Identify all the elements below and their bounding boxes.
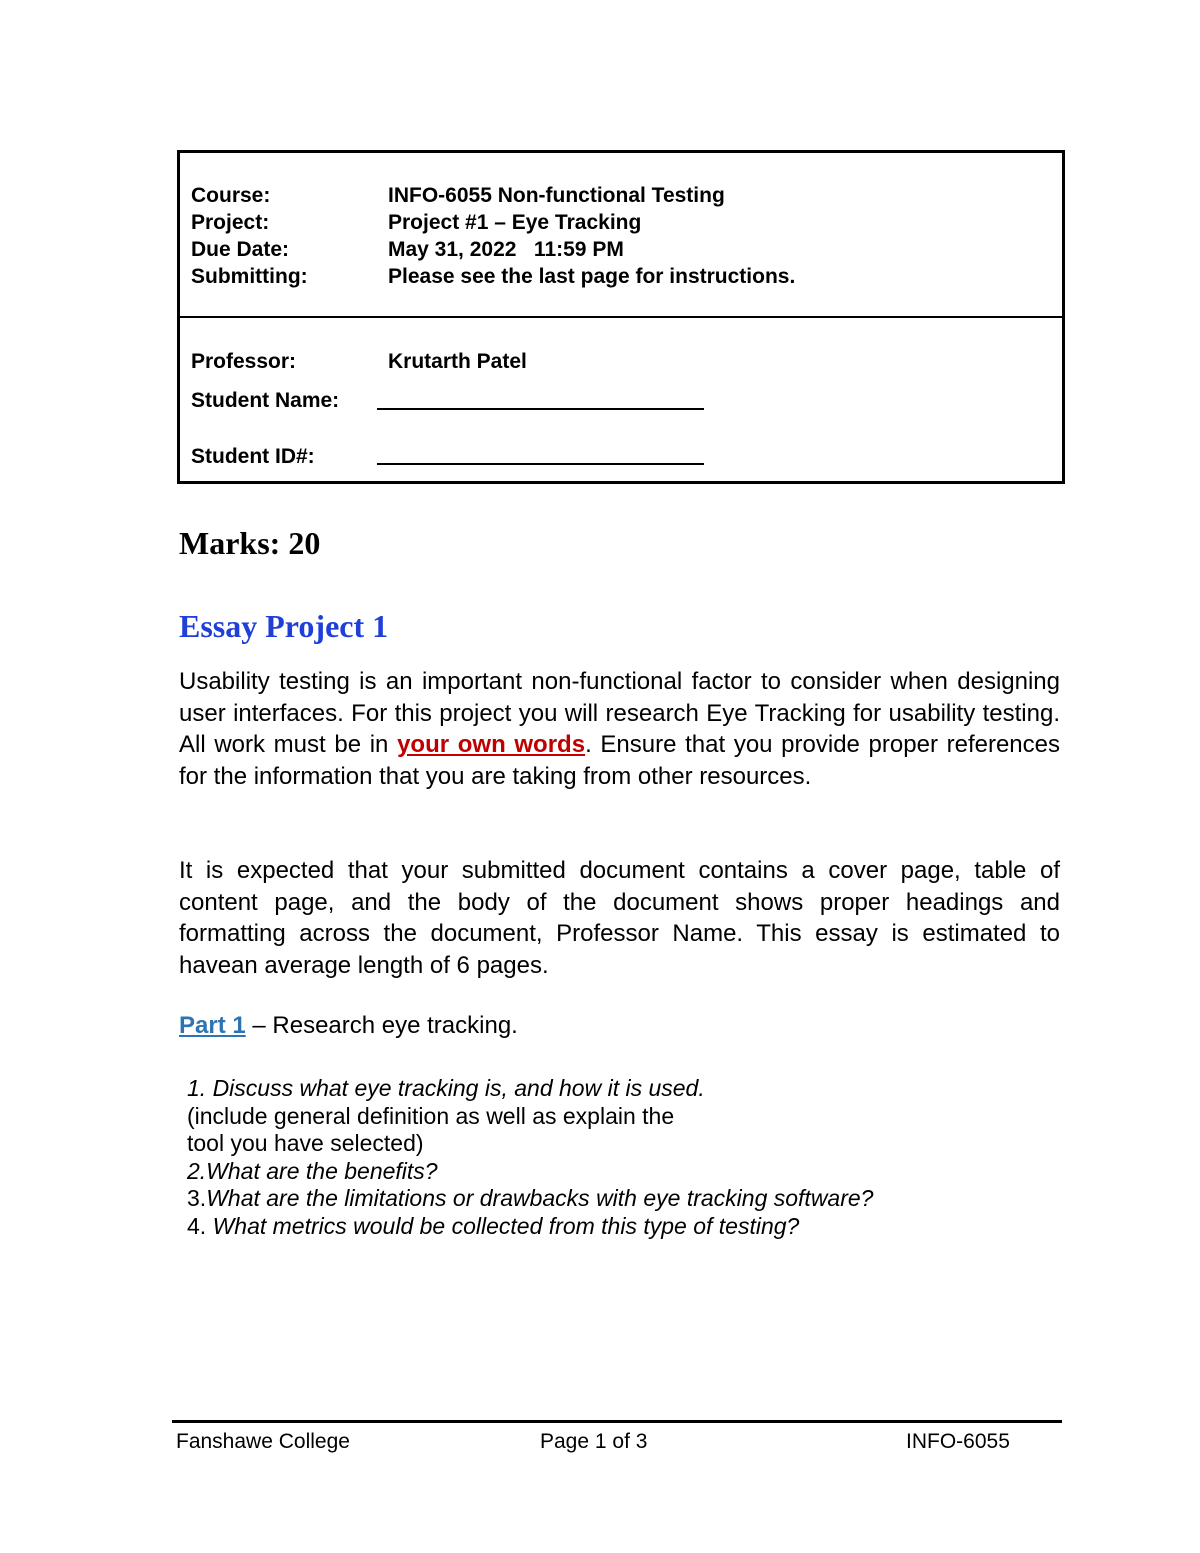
footer-course-code: INFO-6055 bbox=[906, 1430, 1010, 1453]
course-label: Course: bbox=[191, 184, 271, 207]
intro-text-after: . Ensure that you provide proper references for the information that you are taking from other resources. bbox=[179, 731, 1060, 790]
project-value: Project #1 – Eye Tracking bbox=[388, 211, 642, 234]
header-top-section bbox=[180, 153, 1062, 318]
footer-divider bbox=[172, 1420, 1062, 1423]
expectations-paragraph: It is expected that your submitted document contains a cover page, table of content page, and the body of the document shows proper headings and formatting across the document, Professor Name. This essay is estimated to havean average length of 6 pages. bbox=[179, 857, 1060, 979]
question-4-text: What metrics would be collected from this type of testing? bbox=[206, 1212, 800, 1239]
footer-college: Fanshawe College bbox=[176, 1430, 350, 1453]
essay-title: Essay Project 1 bbox=[179, 608, 389, 644]
due-date-value: May 31, 2022 11:59 PM bbox=[388, 238, 624, 261]
student-name-label: Student Name: bbox=[191, 389, 340, 412]
student-id-label: Student ID#: bbox=[191, 445, 315, 468]
part1-text: – Research eye tracking. bbox=[245, 1012, 518, 1039]
question-list bbox=[187, 1075, 873, 1240]
question-1-note-1: (include general definition as well as explain the bbox=[187, 1102, 675, 1129]
question-3 bbox=[187, 1185, 873, 1213]
question-3-number: 3. bbox=[187, 1185, 207, 1211]
question-4 bbox=[187, 1213, 873, 1241]
question-2: 2.What are the benefits? bbox=[187, 1157, 438, 1184]
submitting-label: Submitting: bbox=[191, 265, 308, 288]
due-date-label: Due Date: bbox=[191, 238, 290, 261]
footer-page-number: Page 1 of 3 bbox=[540, 1430, 648, 1453]
marks-heading: Marks: 20 bbox=[179, 525, 321, 561]
assignment-header-box bbox=[177, 150, 1065, 484]
intro-paragraph bbox=[179, 666, 1060, 792]
professor-value: Krutarth Patel bbox=[388, 350, 527, 373]
part1-link[interactable]: Part 1 bbox=[179, 1012, 246, 1039]
own-words-emphasis: your own words bbox=[397, 731, 586, 758]
project-label: Project: bbox=[191, 211, 270, 234]
question-1-note-2: tool you have selected) bbox=[187, 1130, 424, 1156]
question-4-number: 4. bbox=[187, 1212, 207, 1239]
submitting-value: Please see the last page for instructions. bbox=[388, 265, 796, 288]
part1-heading bbox=[179, 1012, 518, 1040]
course-value: INFO-6055 Non-functional Testing bbox=[388, 184, 725, 207]
question-1: 1. Discuss what eye tracking is, and how it is used. bbox=[187, 1075, 705, 1101]
professor-label: Professor: bbox=[191, 350, 297, 373]
intro-text-before: Usability testing is an important non-functional factor to consider when designing user interfaces. For this project you will research Eye Tracking for usability testing. All work must be in bbox=[179, 668, 1060, 758]
question-3-text: What are the limitations or drawbacks with eye tracking software? bbox=[206, 1185, 874, 1211]
student-id-blank bbox=[377, 463, 704, 465]
student-name-blank bbox=[377, 408, 704, 410]
